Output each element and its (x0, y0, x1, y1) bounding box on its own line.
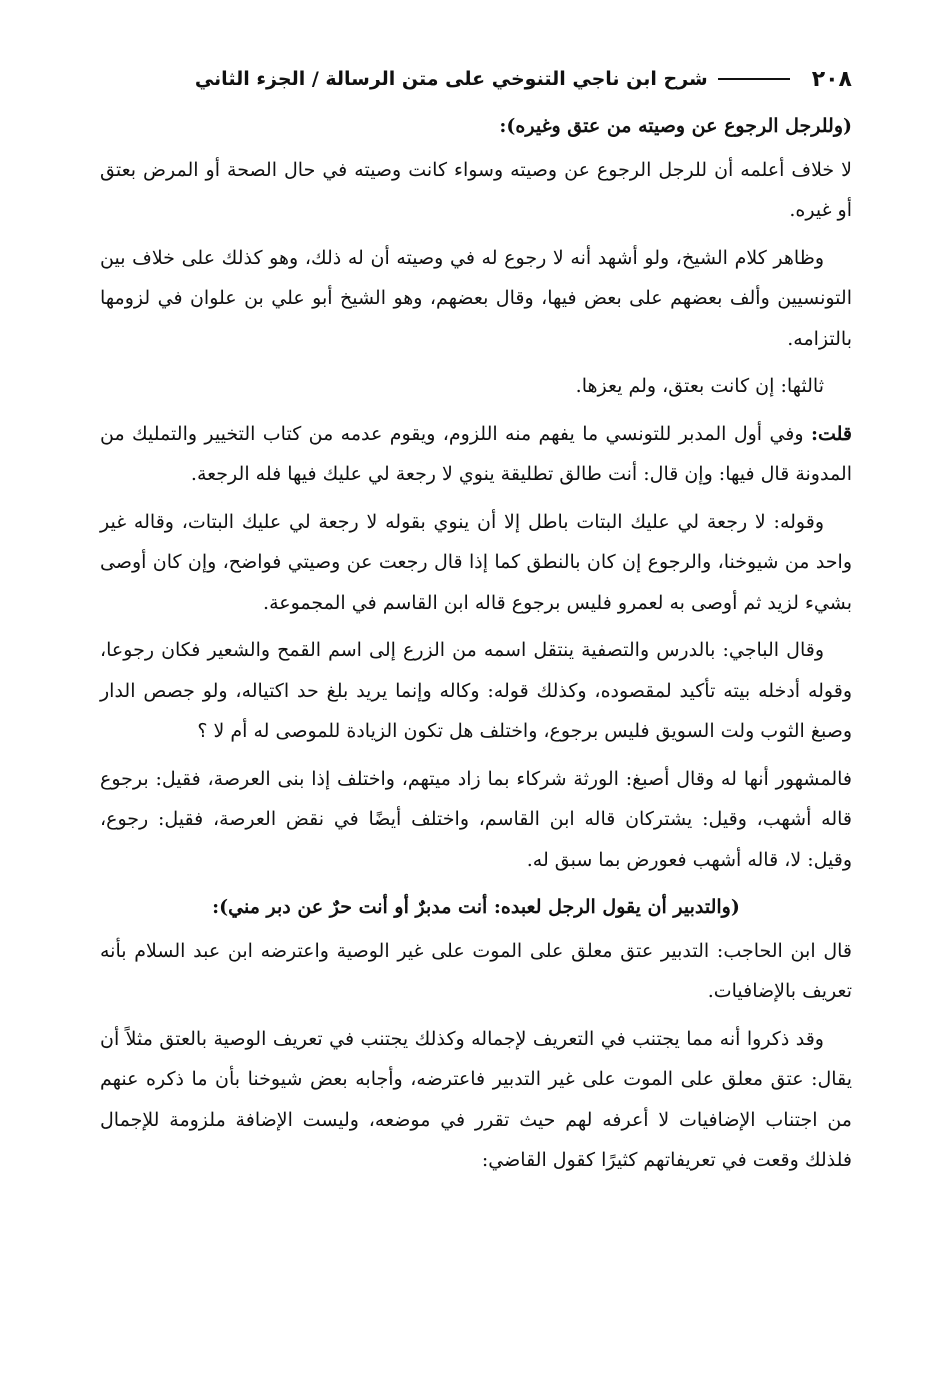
paragraph-lead: قلت: (810, 422, 852, 445)
paragraph: قال ابن الحاجب: التدبير عتق معلق على الموت على غير الوصية واعترضه ابن عبد السلام بأنه تعريف بالإضافيات. (100, 939, 852, 1002)
header-rule (718, 78, 790, 80)
page-body (100, 106, 852, 1181)
paragraph: لا خلاف أعلمه أن للرجل الرجوع عن وصيته وسواء كانت وصيته في حال الصحة أو المرض بعتق أو غيره. (100, 158, 852, 221)
paragraph: وقال الباجي: بالدرس والتصفية ينتقل اسمه من الزرع إلى اسم القمح والشعير فكان رجوعا، وقوله أدخله بيته تأكيد لمقصوده، وكذلك قوله: وكاله وإنما يريد بلغ حد اكتياله، ولو جصص الدار وصبغ الثوب ولت السويق فليس برجوع، واختلف هل تكون الزيادة للموصى له أم لا ؟ (100, 639, 852, 742)
running-title: شرح ابن ناجي التنوخي على متن الرسالة / الجزء الثاني (194, 68, 708, 90)
section-heading: (والتدبير أن يقول الرجل لعبده: أنت مدبرٌ أو أنت حرٌ عن دبر مني): (212, 896, 740, 918)
paragraph: وقد ذكروا أنه مما يجتنب في التعريف لإجماله وكذلك يجتنب في تعريف الوصية بالعتق مثلاً أن يقال: عتق معلق على الموت على غير التدبير فاعترضه، وأجابه بعض شيوخنا بأن ما ذكره عنهم من اجتناب الإضافيات لا أعرفه لهم حيث تقرر في موضعه، وليست الإضافة ملزومة للإجمال فلذلك وقعت في تعريفاتهم كثيرًا كقول القاضي: (100, 1027, 852, 1171)
paragraph: وقوله: لا رجعة لي عليك البتات باطل إلا أن ينوي بقوله لا رجعة لي عليك البتات، وقاله غير واحد من شيوخنا، والرجوع إن كان بالنطق كما إذا قال رجعت عن وصيتي فواضح، وإن كان أوصى بشيء لزيد ثم أوصى به لعمرو فليس برجوع قاله ابن القاسم في المجموعة. (100, 510, 852, 614)
paragraph: فالمشهور أنها له وقال أصبغ: الورثة شركاء بما زاد ميتهم، واختلف إذا بنى العرصة، فقيل: برجوع قاله أشهب، وقيل: يشتركان قاله ابن القاسم، واختلف أيضًا في نقض العرصة، فقيل: رجوع، وقيل: لا، قاله أشهب فعورض بما سبق له. (100, 767, 852, 871)
section-heading: (وللرجل الرجوع عن وصيته من عتق وغيره): (499, 115, 852, 137)
paragraph: وظاهر كلام الشيخ، ولو أشهد أنه لا رجوع له في وصيته أن له ذلك، وهو كذلك على خلاف بين التونسيين وألف بعضهم على بعض فيها، وقال بعضهم، وهو الشيخ أبو علي بن علوان في لزومها بالتزامه. (100, 246, 852, 350)
page (100, 58, 852, 1188)
running-header (100, 58, 852, 100)
paragraph: ثالثها: إن كانت بعتق، ولم يعزها. (575, 375, 824, 397)
paragraph: قلت: وفي أول المدبر للتونسي ما يفهم منه اللزوم، ويقوم عدمه من كتاب التخيير والتمليك من المدونة قال فيها: وإن قال: أنت طالق تطليقة ينوي لا رجعة لي عليك فيها فله الرجعة. (100, 422, 852, 485)
page-number: ٢٠٨ (811, 66, 852, 92)
